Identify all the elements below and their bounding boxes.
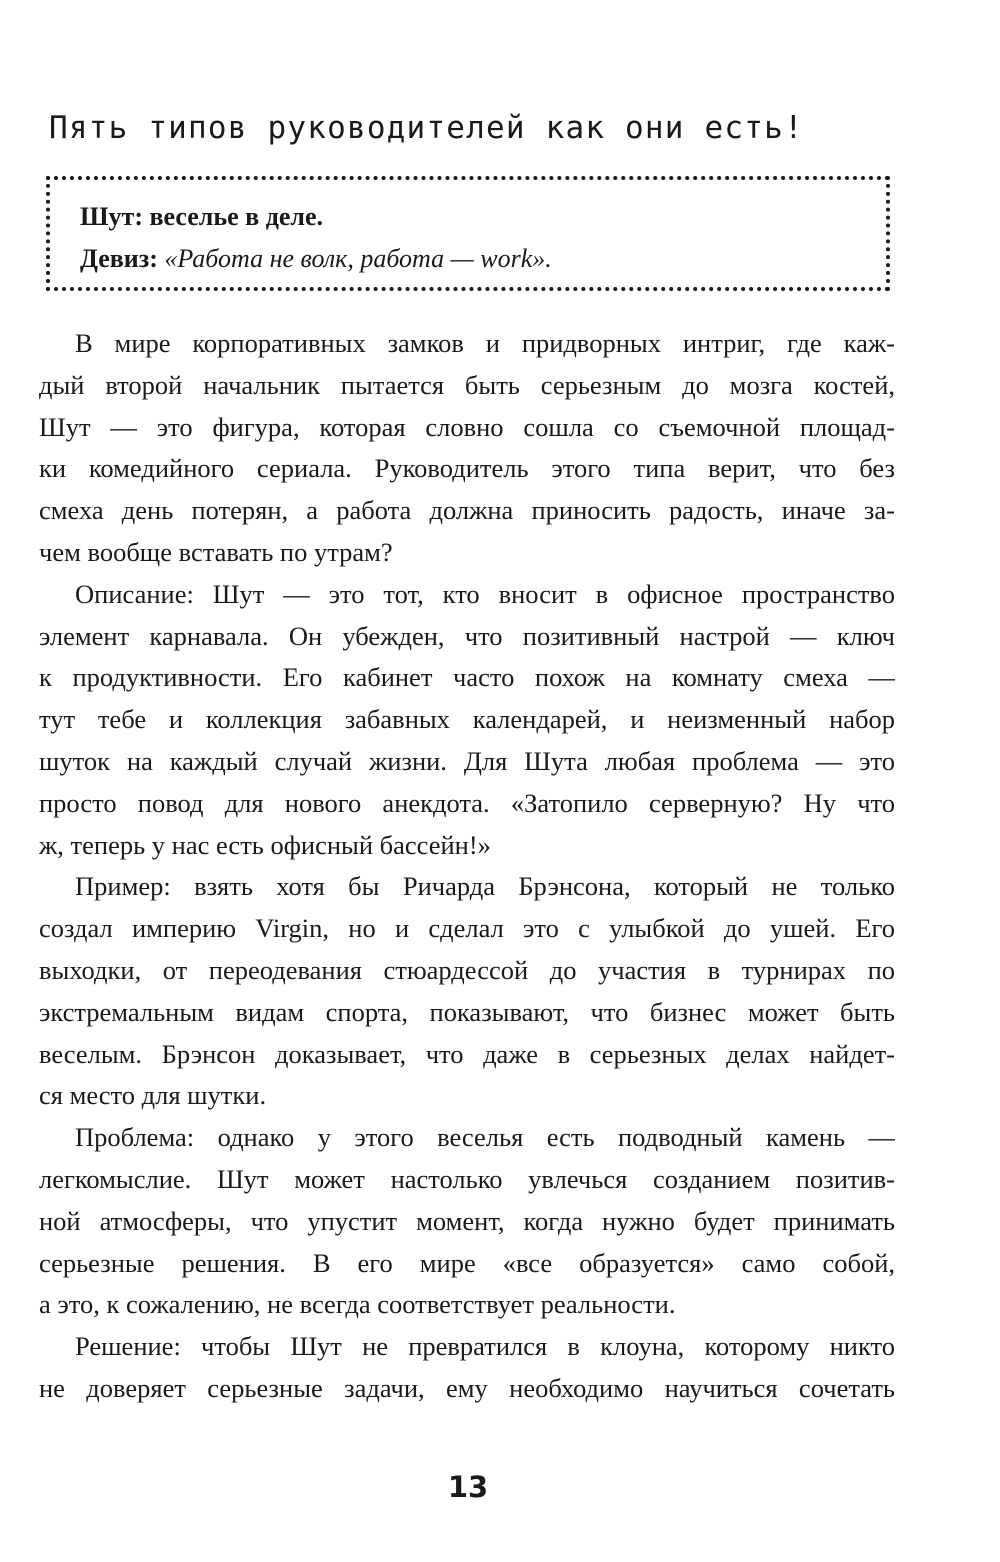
text-line: В мире корпоративных замков и придворных интриг, где каж-: [75, 328, 895, 358]
text-line: ки комедийного сериала. Руководитель этого типа верит, что без: [39, 453, 895, 484]
motto-box: [46, 176, 890, 291]
paragraph: [39, 1326, 895, 1410]
text-line: Пример: взять хотя бы Ричарда Брэнсона, который не только: [75, 871, 895, 902]
motto-box-title: Шут: веселье в деле.: [80, 202, 324, 231]
paragraph: [39, 1117, 895, 1326]
text-line: не доверяет серьезные задачи, ему необходимо научиться сочетать: [39, 1372, 895, 1403]
motto-line: [80, 244, 552, 274]
paragraph: [39, 866, 895, 1117]
text-line: Описание: Шут — это тот, кто вносит в офисное пространство: [75, 578, 895, 609]
motto-label: Девиз:: [80, 244, 158, 273]
text-line: тут тебе и коллекция забавных календарей, и неизменный набор: [39, 704, 895, 735]
text-line: Шут — это фигура, которая словно сошла со съемочной площад-: [39, 411, 895, 442]
text-line: ной атмосферы, что упустит момент, когда нужно будет принимать: [39, 1205, 895, 1236]
text-line: элемент карнавала. Он убежден, что позитивный настрой — ключ: [39, 620, 895, 651]
text-line: серьезные решения. В его мире «все образуется» само собой,: [39, 1247, 895, 1278]
paragraph: [39, 323, 895, 574]
text-line: Проблема: однако у этого веселья есть подводный камень —: [75, 1122, 895, 1153]
text-line: смеха день потерян, а работа должна приносить радость, иначе за-: [39, 495, 895, 526]
body-text: [39, 323, 895, 1410]
text-line: выходки, от переодевания стюардессой до участия в турнирах по: [39, 954, 895, 985]
text-line: просто повод для нового анекдота. «Затопило серверную? Ну что: [39, 787, 895, 818]
text-line: легкомыслие. Шут может настолько увлечься созданием позитив-: [39, 1163, 895, 1194]
text-line: ся место для шутки.: [39, 1080, 267, 1111]
text-line: создал империю Virgin, но и сделал это с улыбкой до ушей. Его: [39, 913, 895, 944]
text-line: а это, к сожалению, не всегда соответствует реальности.: [39, 1289, 676, 1320]
text-line: экстремальным видам спорта, показывают, что бизнес может быть: [39, 996, 895, 1027]
text-line: ж, теперь у нас есть офисный бассейн!»: [39, 829, 491, 860]
running-head: Пять типов руководителей как они есть!: [49, 110, 804, 146]
text-line: шуток на каждый случай жизни. Для Шута любая проблема — это: [39, 745, 895, 776]
text-line: Решение: чтобы Шут не превратился в клоуна, которому никто: [75, 1331, 895, 1362]
paragraph: [39, 574, 895, 867]
motto-text: «Работа не волк, работа — work».: [157, 244, 552, 273]
page-number: 13: [447, 1470, 489, 1504]
text-line: чем вообще вставать по утрам?: [39, 536, 393, 567]
text-line: дый второй начальник пытается быть серьезным до мозга костей,: [39, 369, 895, 400]
text-line: к продуктивности. Его кабинет часто похож на комнату смеха —: [39, 662, 895, 693]
text-line: веселым. Брэнсон доказывает, что даже в серьезных делах найдет-: [39, 1038, 895, 1069]
